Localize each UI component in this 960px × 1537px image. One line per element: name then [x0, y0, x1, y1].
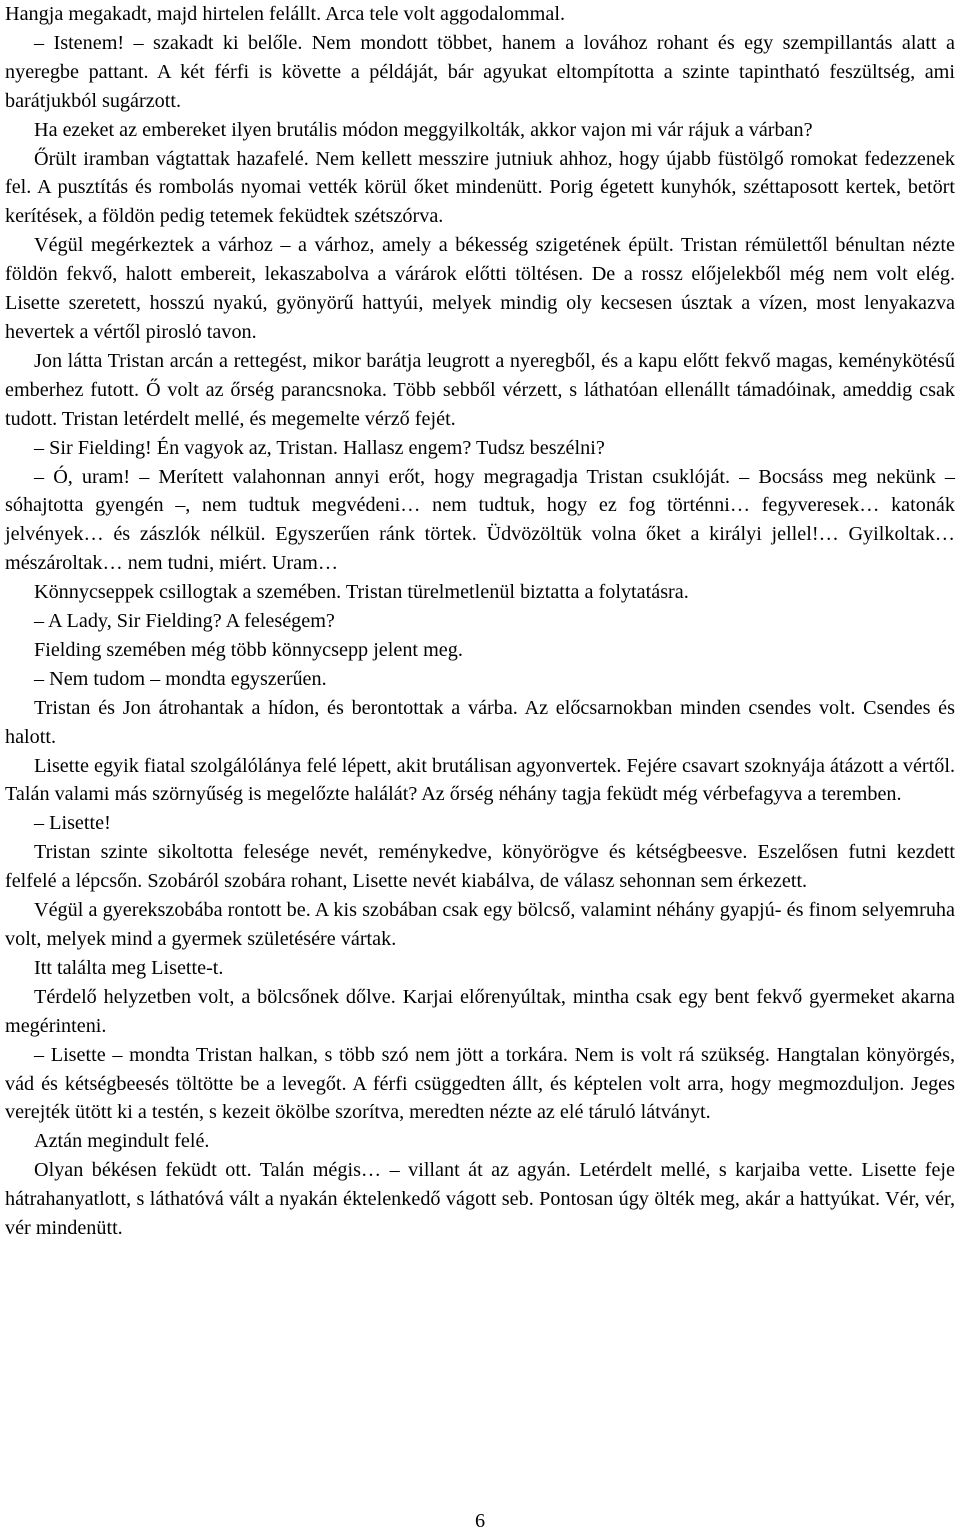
paragraph: Fielding szemében még több könnycsepp jelent meg.: [34, 638, 463, 661]
page-number: 6: [474, 1510, 486, 1532]
paragraph: Hangja megakadt, majd hirtelen felállt. Arca tele volt aggodalommal.: [5, 3, 566, 25]
paragraph: Olyan békésen feküdt ott. Talán mégis… – villant át az agyán. Letérdelt mellé, s karjaiba vette. Lisette feje hátrahanyatlott, s láthatóvá vált a nyakán éktelenkedő vágott seb. Pontosan úgy ölték meg, akár a hattyúkat. Vér, vér, vér mindenütt.: [5, 1159, 955, 1240]
document-body: [5, 0, 955, 1243]
paragraph: Tristan és Jon átrohantak a hídon, és berontottak a várba. Az előcsarnokban minden csendes volt. Csendes és halott.: [5, 696, 955, 748]
paragraph: – Sir Fielding! Én vagyok az, Tristan. Hallasz engem? Tudsz beszélni?: [34, 436, 605, 459]
paragraph: Végül a gyerekszobába rontott be. A kis szobában csak egy bölcső, valamint néhány gyapjú- és finom selyemruha volt, melyek mind a gyermek születésére vártak.: [5, 899, 955, 950]
paragraph: – Istenem! – szakadt ki belőle. Nem mondott többet, hanem a lovához rohant és egy szempillantás alatt a nyeregbe pattant. A két férfi is követte a példáját, bár agyukat eltompította a szinte tapintható feszültség, ami barátjukból sugárzott.: [5, 31, 955, 112]
paragraph: Végül megérkeztek a várhoz – a várhoz, amely a békesség szigetének épült. Tristan rémülettől bénultan nézte földön fekvő, halott embereit, lekaszabolva a várárok előtti töltésen. De a rossz előjelekből még nem volt elég. Lisette szeretett, hosszú nyakú, gyönyörű hattyúi, melyek mindig oly kecsesen úsztak a vízen, most lenyakazva hevertek a vértől piroslό tavon.: [5, 234, 955, 343]
paragraph: Őrült iramban vágtattak hazafelé. Nem kellett messzire jutniuk ahhoz, hogy újabb füstölgő romokat fedezzenek fel. A pusztítás és rombolás nyomai vették körül őket mindenütt. Porig égetett kunyhók, széttaposott kertek, betört kerítések, a földön pedig tetemek feküdtek szétszórva.: [5, 147, 955, 228]
paragraph: Térdelő helyzetben volt, a bölcsőnek dőlve. Karjai előrenyúltak, mintha csak egy bent fekvő gyermeket akarna megérinteni.: [5, 985, 955, 1037]
paragraph: – Nem tudom – mondta egyszerűen.: [34, 667, 327, 690]
paragraph: Itt találta meg Lisette-t.: [34, 956, 224, 979]
paragraph: Aztán megindult felé.: [34, 1130, 210, 1153]
paragraph: Lisette egyik fiatal szolgálólánya felé lépett, akit brutálisan agyonvertek. Fejére csavart szoknyája átázott a vértől. Talán valami más szörnyűség is megelőzte halálát? Az őrség néhány tagja feküdt még vérbefagyva a teremben.: [5, 754, 955, 806]
paragraph: – Lisette!: [34, 812, 111, 835]
paragraph: – Ó, uram! – Merített valahonnan annyi erőt, hogy megragadja Tristan csuklóját. – Bocsáss meg nekünk – sóhajtotta gyengén –, nem tudtuk megvédeni… nem tudtuk, hogy ez fog történni… fegyveresek… katonák jelvények… és zászlók nélkül. Egyszerűen ránk törtek. Üdvözöltük volna őket a királyi jellel!… Gyilkoltak… mészároltak… nem tudni, miért. Uram…: [5, 465, 955, 575]
paragraph: Könnycseppek csillogtak a szemében. Tristan türelmetlenül biztatta a folytatásra.: [34, 581, 689, 604]
paragraph: – A Lady, Sir Fielding? A feleségem?: [34, 610, 335, 633]
paragraph: Tristan szinte sikoltotta felesége nevét, reménykedve, könyörögve és kétségbeesve. Eszelősen futni kezdett felfelé a lépcsőn. Szobáról szobára rohant, Lisette nevét kiabálva, de válasz sehonnan sem érkezett.: [5, 841, 955, 893]
paragraph: Ha ezeket az embereket ilyen brutális módon meggyilkolták, akkor vajon mi vár rájuk a várban?: [34, 118, 813, 141]
paragraph: Jon látta Tristan arcán a rettegést, mikor barátja leugrott a nyeregből, és a kapu előtt fekvő magas, keménykötésű emberhez futott. Ő volt az őrség parancsnoka. Több sebből vérzett, s láthatóan ellenállt támadóinak, ameddig csak tudott. Tristan letérdelt mellé, és megemelte vérző fejét.: [5, 349, 955, 430]
paragraph: – Lisette – mondta Tristan halkan, s több szó nem jött a torkára. Nem is volt rá szükség. Hangtalan könyörgés, vád és kétségbeesés töltötte be a levegőt. A férfi csüggedten állt, és képtelen volt arra, hogy megmozduljon. Jeges verejték ütött ki a testén, s kezeit ökölbe szorítva, meredten nézte az elé táruló látványt.: [5, 1043, 955, 1124]
